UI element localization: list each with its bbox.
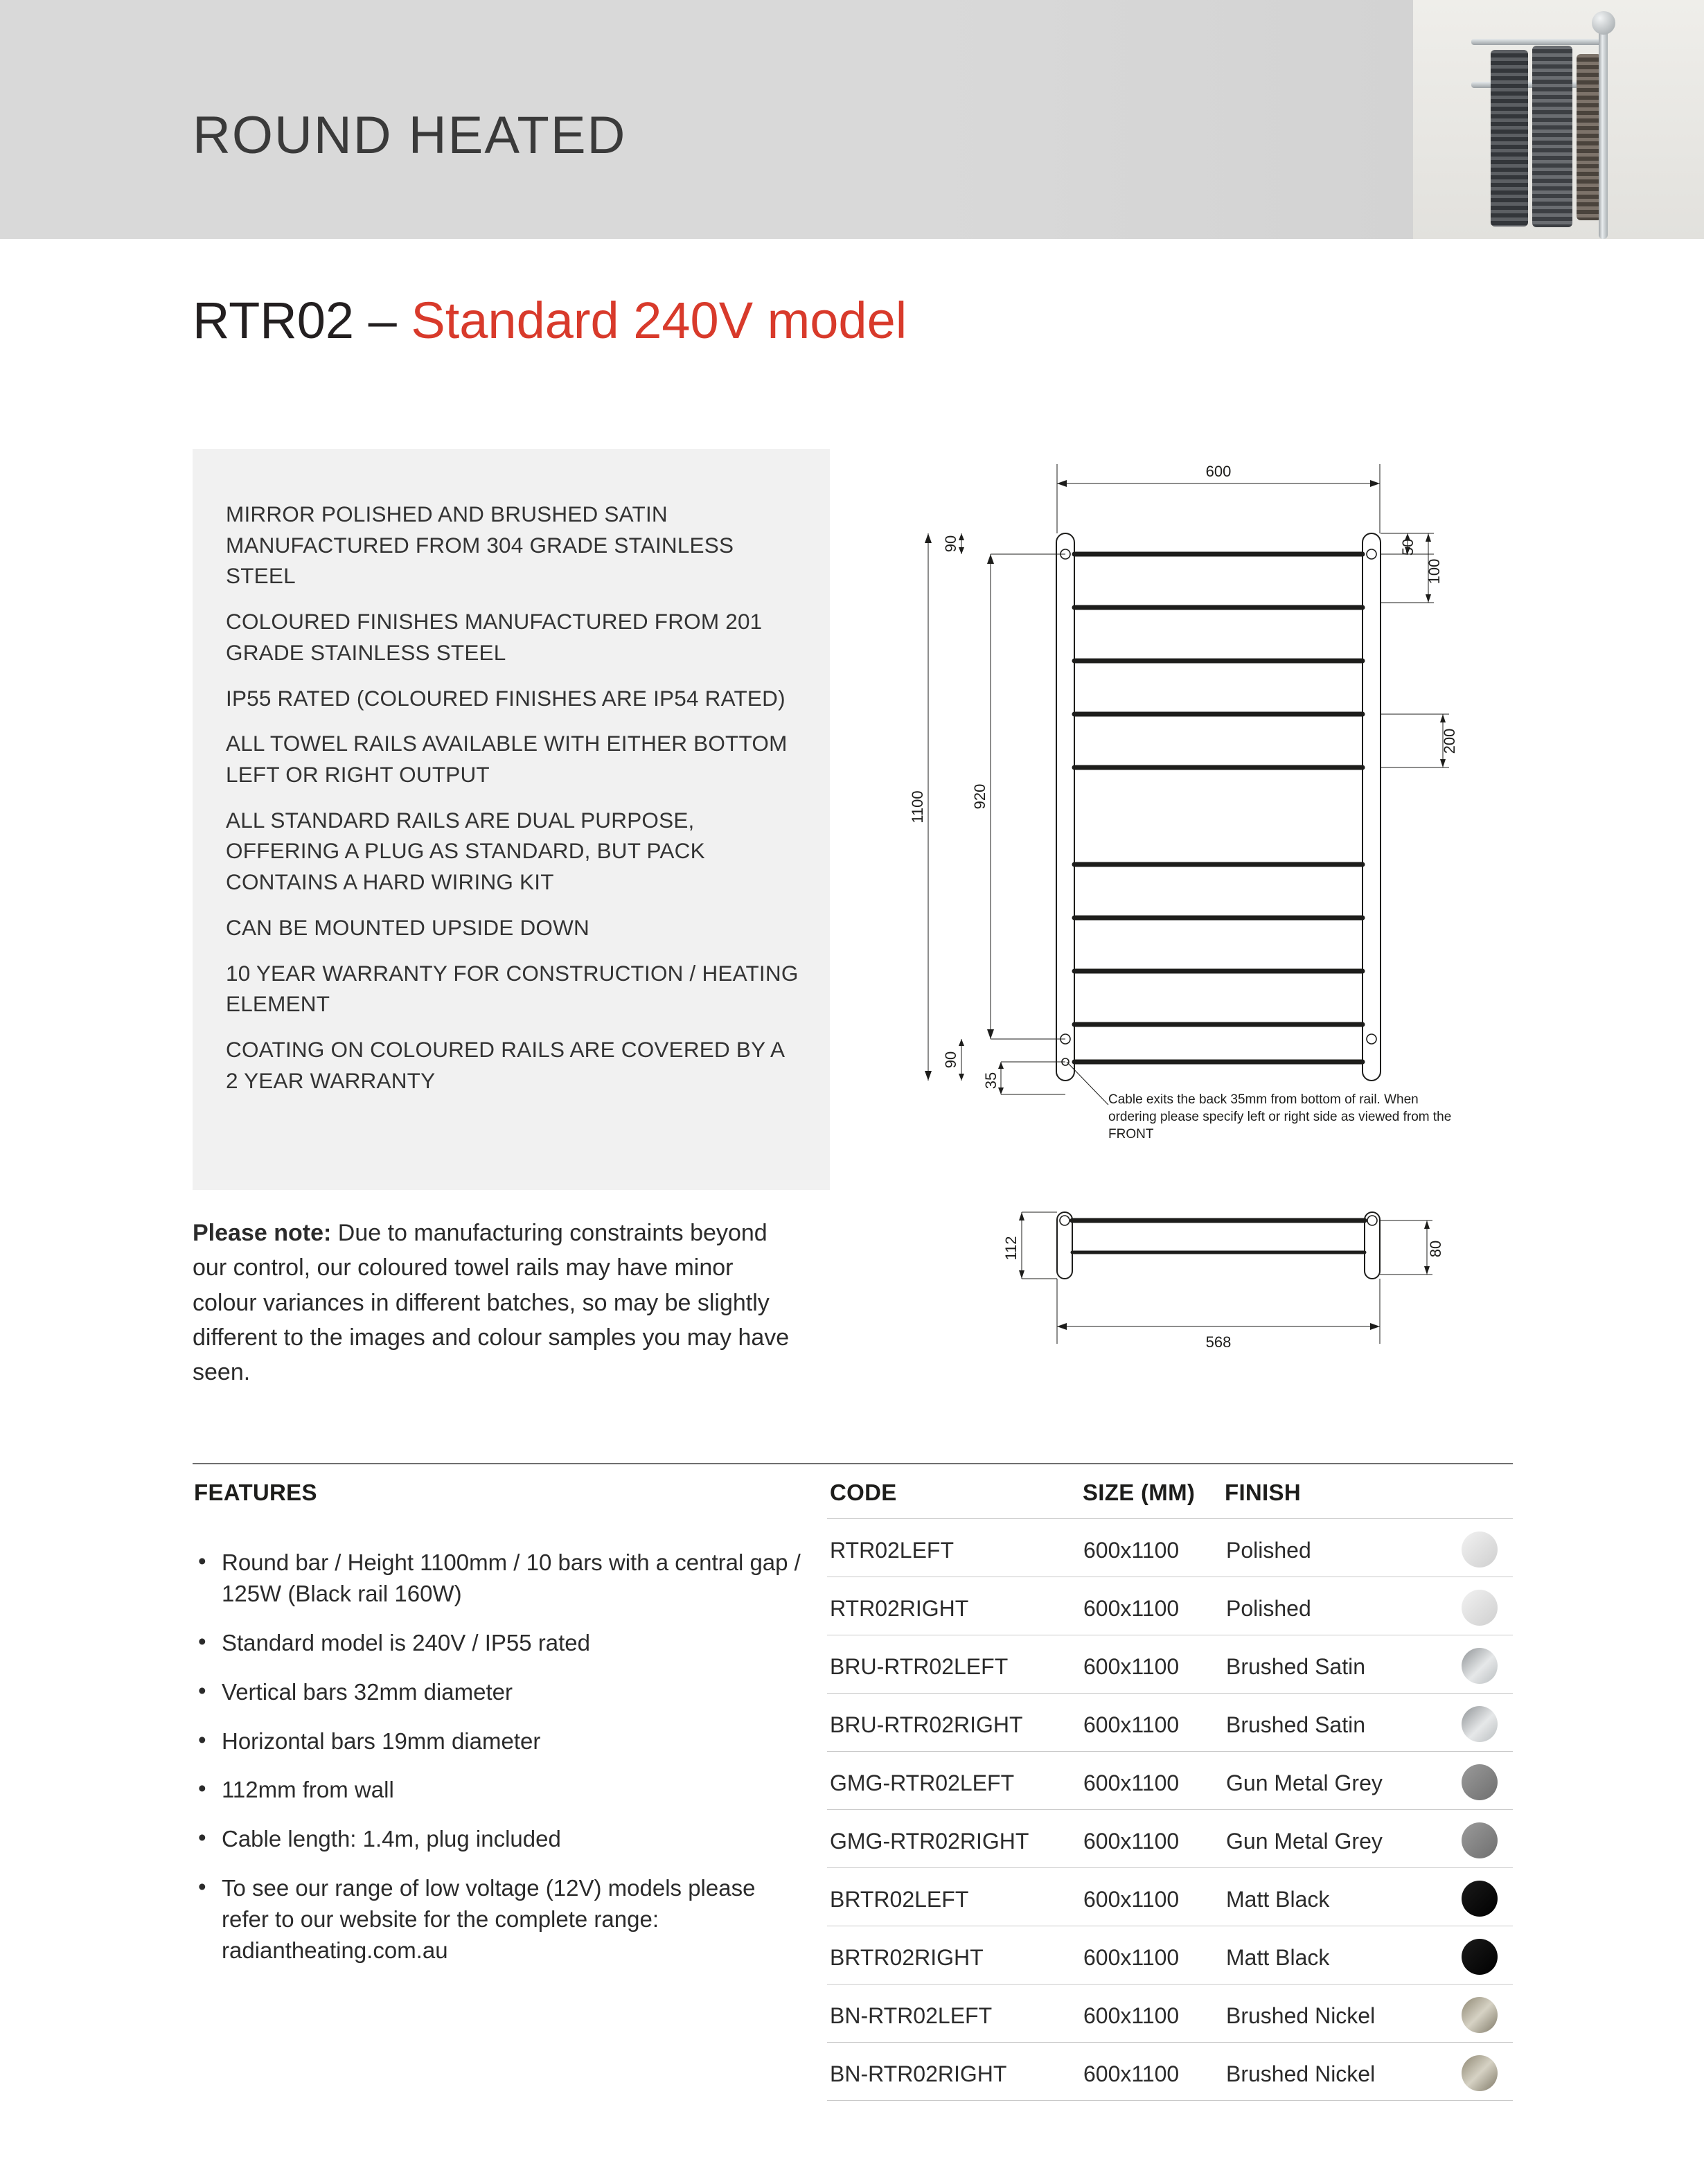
header-title: ROUND HEATED bbox=[193, 106, 627, 165]
cable-note: Cable exits the back 35mm from bottom of rail. When ordering please specify left or right side as viewed from the FRONT bbox=[1108, 1092, 1452, 1142]
table-row bbox=[827, 1635, 1513, 1694]
feature-item: • To see our range of low voltage (12V) models please refer to our website for the complete range: radiantheating.com.au bbox=[193, 1873, 802, 1967]
table-row bbox=[827, 1752, 1513, 1810]
dim-top-width: 600 bbox=[1205, 463, 1232, 480]
spec-item: COATING ON COLOURED RAILS ARE COVERED BY A 2 YEAR WARRANTY bbox=[226, 1037, 784, 1093]
row-size: 600x1100 bbox=[1083, 2061, 1180, 2086]
row-size: 600x1100 bbox=[1083, 1654, 1180, 1679]
please-note bbox=[193, 1216, 802, 1390]
row-size: 600x1100 bbox=[1083, 1887, 1180, 1912]
finish-swatch bbox=[1462, 1939, 1498, 1975]
code-rows bbox=[827, 1518, 1513, 2101]
table-header-code: CODE bbox=[830, 1480, 897, 1505]
table-row bbox=[827, 1577, 1513, 1635]
dim-overall-height: 1100 bbox=[909, 790, 926, 824]
please-note-text: Due to manufacturing constraints beyond our control, our coloured towel rails may have minor colour variances in different batches, so may be slightly different to the images and colour samples you may have seen. bbox=[193, 1220, 790, 1386]
dim-top-offset: 90 bbox=[942, 535, 959, 553]
photo-towel-1 bbox=[1491, 50, 1528, 227]
finish-swatch bbox=[1462, 1648, 1498, 1684]
spec-item: 10 YEAR WARRANTY FOR CONSTRUCTION / HEATING ELEMENT bbox=[226, 960, 799, 1017]
dim-cable-offset: 35 bbox=[982, 1072, 1000, 1090]
row-finish: Brushed Satin bbox=[1226, 1654, 1366, 1679]
feature-item: • Round bar / Height 1100mm / 10 bars with a central gap / 125W (Black rail 160W) bbox=[193, 1547, 802, 1610]
dim-inner-height: 920 bbox=[971, 783, 988, 810]
row-size: 600x1100 bbox=[1083, 1596, 1180, 1621]
feature-item: • Vertical bars 32mm diameter bbox=[193, 1677, 802, 1708]
spec-item: COLOURED FINISHES MANUFACTURED FROM 201 GRADE STAINLESS STEEL bbox=[226, 609, 763, 665]
row-code: BRTR02LEFT bbox=[830, 1887, 969, 1912]
drawing-svg bbox=[859, 443, 1628, 1434]
page-title bbox=[193, 291, 907, 350]
dim-bottom-offset: 90 bbox=[942, 1051, 959, 1069]
dim-side-width: 568 bbox=[1205, 1333, 1232, 1351]
features-list bbox=[193, 1547, 802, 1985]
page-title-dash: – bbox=[368, 292, 397, 349]
header-product-photo bbox=[1413, 0, 1704, 239]
spec-item: MIRROR POLISHED AND BRUSHED SATIN MANUFACTURED FROM 304 GRADE STAINLESS STEEL bbox=[226, 501, 734, 589]
spec-item: CAN BE MOUNTED UPSIDE DOWN bbox=[226, 914, 589, 940]
row-size: 600x1100 bbox=[1083, 1945, 1180, 1970]
table-row bbox=[827, 1810, 1513, 1868]
row-size: 600x1100 bbox=[1083, 1712, 1180, 1737]
row-finish: Matt Black bbox=[1226, 1945, 1330, 1970]
row-finish: Brushed Satin bbox=[1226, 1712, 1366, 1737]
finish-swatch bbox=[1462, 1532, 1498, 1568]
dim-bracket-top-total: 100 bbox=[1426, 558, 1443, 585]
page-header bbox=[0, 0, 1704, 239]
row-code: GMG-RTR02RIGHT bbox=[830, 1829, 1029, 1854]
specifications-list bbox=[226, 499, 801, 1111]
photo-rail-vertical bbox=[1599, 19, 1608, 239]
spec-item: ALL TOWEL RAILS AVAILABLE WITH EITHER BOTTOM LEFT OR RIGHT OUTPUT bbox=[226, 731, 788, 788]
row-finish: Brushed Nickel bbox=[1226, 2061, 1376, 2086]
row-finish: Polished bbox=[1226, 1596, 1311, 1621]
row-code: RTR02RIGHT bbox=[830, 1596, 969, 1621]
table-row bbox=[827, 2043, 1513, 2101]
row-finish: Gun Metal Grey bbox=[1226, 1829, 1383, 1854]
row-finish: Matt Black bbox=[1226, 1887, 1330, 1912]
spec-item: IP55 RATED (COLOURED FINISHES ARE IP54 RATED) bbox=[226, 685, 786, 711]
row-code: BN-RTR02LEFT bbox=[830, 2003, 993, 2028]
spec-item: ALL STANDARD RAILS ARE DUAL PURPOSE, OFFERING A PLUG AS STANDARD, BUT PACK CONTAINS A HARD WIRING KIT bbox=[226, 807, 705, 895]
finish-swatch bbox=[1462, 1997, 1498, 2033]
table-row bbox=[827, 1518, 1513, 1577]
photo-rail-knob bbox=[1592, 11, 1615, 35]
row-code: BRU-RTR02RIGHT bbox=[830, 1712, 1023, 1737]
table-header-rule bbox=[193, 1463, 1513, 1464]
technical-drawing bbox=[859, 443, 1628, 1434]
finish-swatch bbox=[1462, 1764, 1498, 1800]
table-row bbox=[827, 1694, 1513, 1752]
finish-swatch bbox=[1462, 1590, 1498, 1626]
photo-towel-2 bbox=[1532, 46, 1572, 227]
finish-swatch bbox=[1462, 1706, 1498, 1742]
feature-item: • Cable length: 1.4m, plug included bbox=[193, 1824, 802, 1855]
row-code: RTR02LEFT bbox=[830, 1538, 955, 1563]
row-size: 600x1100 bbox=[1083, 2003, 1180, 2028]
table-header-finish: FINISH bbox=[1225, 1480, 1301, 1505]
row-finish: Gun Metal Grey bbox=[1226, 1770, 1383, 1795]
table-row bbox=[827, 1868, 1513, 1926]
row-code: BN-RTR02RIGHT bbox=[830, 2061, 1007, 2086]
table-header-features: FEATURES bbox=[194, 1480, 317, 1505]
row-finish: Brushed Nickel bbox=[1226, 2003, 1376, 2028]
dim-side-bracket: 80 bbox=[1427, 1240, 1444, 1258]
row-finish: Polished bbox=[1226, 1538, 1311, 1563]
page-title-code: RTR02 bbox=[193, 292, 355, 349]
row-size: 600x1100 bbox=[1083, 1829, 1180, 1854]
table-row bbox=[827, 1985, 1513, 2043]
row-code: BRTR02RIGHT bbox=[830, 1945, 984, 1970]
row-size: 600x1100 bbox=[1083, 1770, 1180, 1795]
please-note-label: Please note: bbox=[193, 1220, 332, 1246]
row-code: GMG-RTR02LEFT bbox=[830, 1770, 1015, 1795]
feature-item: • Standard model is 240V / IP55 rated bbox=[193, 1628, 802, 1659]
cable-note-wrap bbox=[1108, 1091, 1468, 1167]
row-size: 600x1100 bbox=[1083, 1538, 1180, 1563]
dim-bracket-mid: 200 bbox=[1441, 728, 1458, 754]
row-code: BRU-RTR02LEFT bbox=[830, 1654, 1009, 1679]
finish-swatch bbox=[1462, 2055, 1498, 2091]
table-header-size: SIZE (MM) bbox=[1083, 1480, 1196, 1505]
feature-item: • Horizontal bars 19mm diameter bbox=[193, 1726, 802, 1757]
dim-side-depth: 112 bbox=[1002, 1236, 1020, 1261]
photo-rail-bar-1 bbox=[1471, 39, 1603, 45]
feature-item: • 112mm from wall bbox=[193, 1775, 802, 1806]
photo-towel-3 bbox=[1577, 54, 1601, 220]
finish-swatch bbox=[1462, 1822, 1498, 1858]
finish-swatch bbox=[1462, 1881, 1498, 1917]
specifications-box bbox=[193, 449, 830, 1190]
page-title-model: Standard 240V model bbox=[411, 292, 907, 349]
dim-bracket-top: 50 bbox=[1399, 538, 1417, 556]
table-row bbox=[827, 1926, 1513, 1985]
